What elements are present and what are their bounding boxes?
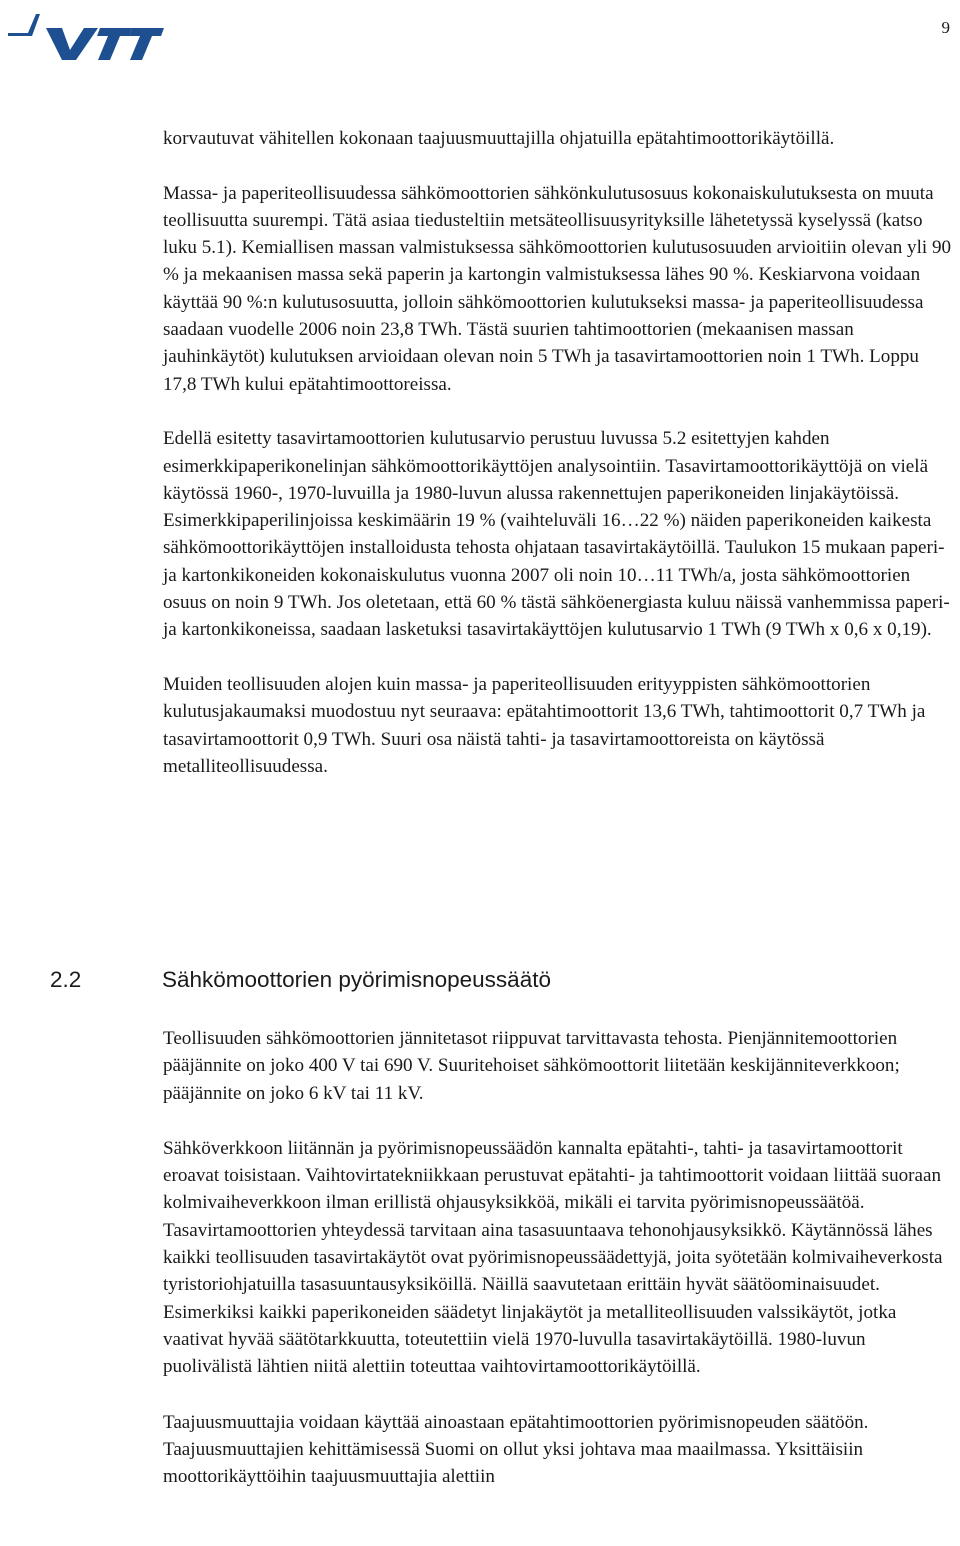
section-heading [50,967,551,993]
body-text-after-section [163,1025,953,1490]
paragraph: Sähköverkkoon liitännän ja pyörimisnopeussäädön kannalta epätahti-, tahti- ja tasavirtamoottorit eroavat toisistaan. Vaihtovirtatekniikkaan perustuvat epätahti- ja tahtimoottorit voidaan liittää suoraan kolmivaiheverkkoon ilman erillistä ohjausyksikköä, mikäli ei tarvita pyörimisnopeussäätöä. Tasavirtamoottorien yhteydessä tarvitaan aina tasasuuntaava tehonohjausyksikkö. Käytännössä lähes kaikki teollisuuden tasavirtakäytöt ovat pyörimisnopeussäädettyjä, joita syötetään kolmivaiheverkosta tyristoriohjatuilla tasasuuntausyksiköillä. Näillä saavutetaan erittäin hyvät säätöominaisuudet. Esimerkiksi kaikki paperikoneiden säädetyt linjakäytöt ja metalliteollisuuden valssikäytöt, jotka vaativat hyvää säätötarkkuutta, toteutettiin vielä 1970-luvulla tasavirtakäytöillä. 1980-luvun puolivälistä lähtien niitä alettiin toteuttaa vaihtovirtamoottorikäytöillä. [163,1137,943,1378]
section-number: 2.2 [50,967,82,992]
paragraph: Taajuusmuuttajia voidaan käyttää ainoastaan epätahtimoottorien pyörimisnopeuden säätöön. Taajuusmuuttajien kehittämisessä Suomi on ollut yksi johtava maa maailmassa. Yksittäisiin moottorikäyttöihin taajuusmuuttajia alettiin [163,1411,869,1488]
body-text-before-section [163,125,953,780]
paragraph: korvautuvat vähitellen kokonaan taajuusmuuttajilla ohjatuilla epätahtimoottorikäytöillä. [163,128,835,149]
paragraph: Teollisuuden sähkömoottorien jännitetasot riippuvat tarvittavasta tehosta. Pienjännitemoottorien pääjännite on joko 400 V tai 690 V. Suuritehoiset sähkömoottorit liitetään keskijänniteverkkoon; pääjännite on joko 6 kV tai 11 kV. [163,1028,900,1104]
section-title: Sähkömoottorien pyörimisnopeussäätö [162,967,551,992]
paragraph: Muiden teollisuuden alojen kuin massa- ja paperiteollisuuden erityyppisten sähkömoottorien kulutusjakaumaksi muodostuu nyt seuraava: epätahtimoottorit 13,6 TWh, tahtimoottorit 0,7 TWh ja tasavirtamoottorit 0,9 TWh. Suuri osa näistä tahti- ja tasavirtamoottoreista on käytössä metalliteollisuudessa. [163,673,926,777]
page-number: 9 [941,18,950,37]
vtt-logo [6,6,164,62]
paragraph: Massa- ja paperiteollisuudessa sähkömoottorien sähkönkulutusosuus kokonaiskulutuksesta on muuta teollisuutta suurempi. Tätä asiaa tiedusteltiin metsäteollisuusyrityksille lähetetyssä kyselyssä (katso luku 5.1). Kemiallisen massan valmistuksessa sähkömoottorien kulutusosuuden arvioitiin olevan yli 90 % ja mekaanisen massa sekä paperin ja kartongin valmistuksessa lähes 90 %. Keskiarvona voidaan käyttää 90 %:n kulutusosuutta, jolloin sähkömoottorien kulutukseksi massa- ja paperiteollisuudessa saadaan vuodelle 2006 noin 23,8 TWh. Tästä suurien tahtimoottorien (mekaanisen massan jauhinkäytöt) kulutuksen arvioidaan olevan noin 5 TWh ja tasavirtamoottorien noin 1 TWh. Loppu 17,8 TWh kului epätahtimoottoreissa. [163,182,952,395]
paragraph: Edellä esitetty tasavirtamoottorien kulutusarvio perustuu luvussa 5.2 esitettyjen kahden esimerkkipaperikonelinjan sähkömoottorikäyttöjen analysointiin. Tasavirtamoottorikäyttöjä on vielä käytössä 1960-, 1970-luvuilla ja 1980-luvun alussa rakennettujen paperikoneiden linjakäytöissä. Esimerkkipaperilinjoissa keskimäärin 19 % (vaihteluväli 16…22 %) näiden paperikoneiden kaikesta sähkömoottorikäyttöjen installoidusta tehosta ohjataan tasavirtakäytöillä. Taulukon 15 mukaan paperi- ja kartonkikoneiden kokonaiskulutus vuonna 2007 oli noin 10…11 TWh/a, josta sähkömoottorien osuus on noin 9 TWh. Jos oletetaan, että 60 % tästä sähköenergiasta kuluu näissä vanhemmissa paperi- ja kartonkikoneissa, saadaan lasketuksi tasavirtakäyttöjen kulutusarvio 1 TWh (9 TWh x 0,6 x 0,19). [163,428,950,641]
